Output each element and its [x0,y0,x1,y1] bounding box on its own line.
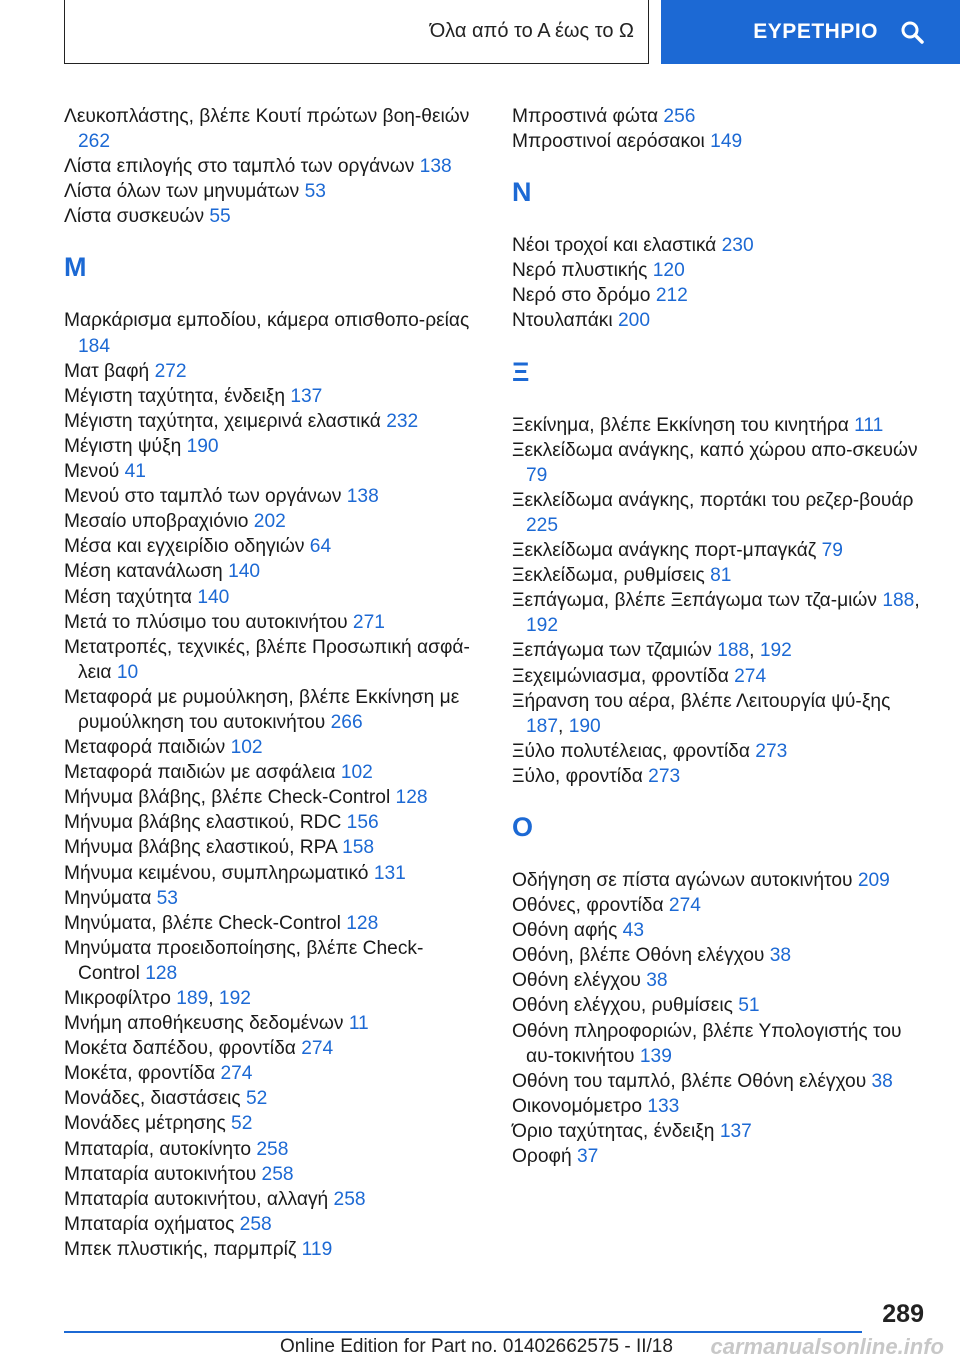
page-link[interactable]: 192 [218,988,251,1009]
index-entry [512,764,932,789]
page-link[interactable]: 10 [116,661,139,683]
index-tab[interactable] [661,0,960,64]
index-entry [512,488,932,538]
index-entry [512,1019,932,1069]
page-link[interactable]: 79 [821,540,843,562]
page-link[interactable]: 53 [156,887,178,909]
page-link[interactable]: 156 [346,812,379,834]
index-entry-text: Μπαταρία αυτοκινήτου, αλλαγή [64,1188,334,1210]
index-entry-text: Λίστα επιλογής στο ταμπλό των οργάνων [64,156,420,178]
index-entry [64,1036,474,1061]
index-entry [64,735,474,760]
index-entry-text: Μπαταρία, αυτοκίνητο [64,1138,257,1160]
page-link[interactable]: 138 [346,486,379,508]
page-link[interactable]: 102 [230,737,263,759]
index-entry-text: Οθόνη ελέγχου [512,970,647,992]
index-entry [512,943,932,968]
page-link[interactable]: 128 [145,962,178,984]
page-link[interactable]: 51 [738,995,760,1017]
index-entry-text: Μπεκ πλυστικής, παρμπρίζ [64,1238,302,1260]
page-link[interactable]: 190 [186,435,219,457]
index-entry [64,434,474,459]
page-link[interactable]: 139 [639,1045,672,1067]
page-link[interactable]: 192 [526,615,559,637]
index-entry-text: Μήνυμα βλάβης, βλέπε Check-Control [64,787,396,809]
index-entry-text: Μετά το πλύσιμο του αυτοκινήτου [64,611,353,633]
index-entry-text: Μετατροπές, τεχνικές, βλέπε Προσωπική ασφά-λεια [64,636,470,683]
index-entry: Μικροφίλτρο 189, 192 [64,988,251,1009]
index-entry [512,283,932,308]
index-entry-text: Οικονομόμετρο [512,1095,648,1117]
index-entry [64,154,474,179]
index-tab-label: ΕΥΡΕΤΗΡΙΟ [753,20,878,43]
index-entry-text: Μενού στο ταμπλό των οργάνων [64,486,347,508]
index-entry-text: Οθόνη ελέγχου, ρυθμίσεις [512,995,739,1017]
index-entry [512,129,932,154]
index-entry-text: Ξεκλείδωμα ανάγκης, καπό χώρου απο-σκευών [512,439,918,461]
index-entry [64,861,474,886]
index-entry [512,1069,932,1094]
az-index-tab[interactable] [64,0,649,64]
index-entry [64,936,474,986]
index-entry [64,1187,474,1212]
index-letter-heading: Ο [512,811,534,842]
footer-divider [64,1331,862,1333]
index-entry-text: Ξεπάγωμα των τζαμιών [512,640,718,662]
index-entry [512,1144,932,1169]
page-link[interactable]: 158 [342,837,375,859]
page-link[interactable]: 37 [576,1146,599,1167]
index-entry-text: Μενού [64,461,125,483]
index-entry [64,685,474,735]
page-link[interactable]: 187 [526,715,559,737]
page-link[interactable]: 43 [622,920,644,942]
index-entry [64,509,474,534]
index-entry [64,1162,474,1187]
index-entry [64,359,474,384]
page-link[interactable]: 140 [228,561,261,583]
page-link[interactable]: 38 [646,970,668,992]
page-link[interactable]: 64 [309,536,332,558]
index-entry [512,104,932,129]
index-entry [512,1119,932,1144]
index-entry-text: Μηνύματα, βλέπε Check-Control [64,912,347,934]
index-letter-heading: Ν [512,177,532,208]
page-link[interactable]: 38 [769,945,792,967]
index-entry-text: Μπροστινά φώτα [512,106,664,127]
index-entry-text: Ματ βαφή [64,360,155,382]
index-entry-text: Μέσα και εγχειρίδιο οδηγιών [64,536,310,558]
page-link[interactable]: 189 [176,988,209,1009]
index-entry [64,559,474,584]
index-entry-text: Νερό στο δρόμο [512,285,656,307]
page-link[interactable]: 262 [78,131,111,153]
index-entry-text: Λευκοπλάστης, βλέπε Κουτί πρώτων βοη-θειών [64,106,470,127]
index-entry [64,204,474,229]
page-link[interactable]: 273 [648,765,681,787]
page-link[interactable]: 273 [755,740,788,762]
index-entry-text: Νέοι τροχοί και ελαστικά [512,235,722,257]
page-link[interactable]: 140 [197,586,230,608]
index-entry-text: Ντουλαπάκι [512,310,618,332]
page-link[interactable]: 119 [301,1238,333,1260]
page-link[interactable]: 133 [647,1095,680,1117]
index-entry-text: Ξεκλείδωμα ανάγκης, πορτάκι του ρεζερ-βουάρ [512,489,914,511]
index-entry [64,635,474,685]
index-entry [512,993,932,1018]
page-link[interactable]: 274 [220,1063,253,1085]
index-entry-text: Μαρκάρισμα εμποδίου, κάμερα οπισθοπο-ρείας [64,310,470,332]
index-entry [64,1237,474,1262]
page-link[interactable]: 209 [857,869,890,891]
index-entry-text: Ξεκλείδωμα ανάγκης πορτ-μπαγκάζ [512,540,822,562]
index-entry [64,1086,474,1111]
page-link[interactable]: 271 [352,611,385,633]
page-link[interactable]: 212 [655,285,688,307]
page-link[interactable]: 188 [717,640,750,662]
index-letter-heading: Ξ [512,356,530,387]
index-entry [512,968,932,993]
index-entry [64,1061,474,1086]
index-entry-text: Μονάδες, διαστάσεις [64,1088,246,1110]
page-link[interactable]: 11 [348,1013,369,1035]
index-entry: Ξεπάγωμα των τζαμιών 188, 192 [512,640,792,662]
index-entry-text: Όριο ταχύτητας, ένδειξη [512,1120,720,1142]
index-entry-text: Ξεκίνημα, βλέπε Εκκίνηση του κινητήρα [512,414,855,436]
page-link[interactable]: 52 [231,1113,253,1135]
index-entry [512,438,932,488]
index-entry-text: Λίστα συσκευών [64,206,210,228]
page-link[interactable]: 258 [239,1213,272,1235]
index-entry-text: Μήνυμα βλάβης ελαστικού, RDC [64,812,347,834]
index-entry-text: Νερό πλυστικής [512,260,653,282]
index-entry-text: Ξήρανση του αέρα, βλέπε Λειτουργία ψύ-ξης [512,690,891,712]
page-link[interactable]: 137 [290,385,323,407]
page-link[interactable]: 256 [663,106,696,127]
index-entry-text: Μεταφορά με ρυμούλκηση, βλέπε Εκκίνηση με ρυμούλκηση του αυτοκινήτου [64,686,460,733]
index-entry [64,911,474,936]
index-entry-text: Μπαταρία αυτοκινήτου [64,1163,262,1185]
page-link[interactable]: 266 [330,711,363,733]
page-link[interactable]: 272 [154,360,187,382]
index-entry-text: Μήνυμα βλάβης ελαστικού, RPA [64,837,343,859]
page-link[interactable]: 81 [710,565,732,587]
index-entry [64,760,474,785]
index-entry-text: Μήνυμα κειμένου, συμπληρωματικό [64,862,374,884]
az-index-tab-label: Όλα από το Α έως το Ω [429,20,634,42]
index-entry-text: Οδήγηση σε πίστα αγώνων αυτοκινήτου [512,869,858,891]
index-entry [64,585,474,610]
index-entry-text: Μεταφορά παιδιών με ασφάλεια [64,762,341,784]
index-entry-text: Μέση ταχύτητα [64,586,198,608]
index-entry-text: Μέγιστη ταχύτητα, χειμερινά ελαστικά [64,410,387,432]
index-entry [64,610,474,635]
index-entry [64,459,474,484]
index-entry-text: Οθόνες, φροντίδα [512,895,669,917]
page-link[interactable]: 111 [854,414,884,436]
page-link[interactable]: 258 [261,1163,294,1185]
page-link[interactable]: 55 [209,206,231,228]
index-entry-text: Ξεχειμώνιασμα, φροντίδα [512,665,735,687]
index-column-right [512,104,932,1169]
page-link[interactable]: 230 [721,235,754,257]
page-link[interactable]: 120 [652,260,685,282]
index-entry-text: Μπαταρία οχήματος [64,1213,240,1235]
index-entry [64,308,474,358]
index-entry-text: Μονάδες μέτρησης [64,1113,232,1135]
index-entry [64,1111,474,1136]
page-link[interactable]: 149 [710,131,743,153]
index-entry [512,893,932,918]
index-column-left [64,104,474,1262]
page-link[interactable]: 200 [617,310,650,332]
index-entry-text: Μοκέτα δαπέδου, φροντίδα [64,1038,302,1060]
index-entry-text: Μεταφορά παιδιών [64,737,231,759]
index-entry-text: Μηνύματα [64,887,157,909]
page-link[interactable]: 258 [256,1138,289,1160]
page-link[interactable]: 258 [333,1188,366,1210]
index-entry-text: Λίστα όλων των μηνυμάτων [64,181,305,203]
index-entry-text: Ξεπάγωμα, βλέπε Ξεπάγωμα των τζα-μιών [512,590,883,612]
index-entry [512,308,932,333]
page-link[interactable]: 102 [340,762,373,784]
page-link[interactable]: 188 [882,590,915,612]
index-entry-text: Μπροστινοί αερόσακοι [512,131,711,153]
page-link[interactable]: 41 [124,461,146,483]
page-link[interactable]: 274 [668,895,701,917]
index-entry [64,179,474,204]
index-entry [64,1212,474,1237]
page-link[interactable]: 128 [395,787,428,809]
index-entry-text: Μοκέτα, φροντίδα [64,1063,221,1085]
index-entry [64,886,474,911]
index-entry-text: Οροφή [512,1146,577,1167]
page-link[interactable]: 274 [734,665,767,687]
index-entry-text: Οθόνη αφής [512,920,623,942]
index-entry-text: Μέση κατανάλωση [64,561,229,583]
index-entry-text: Μεσαίο υποβραχιόνιο [64,511,254,533]
page-link[interactable]: 128 [346,912,379,934]
index-entry-text: Μνήμη αποθήκευσης δεδομένων [64,1013,349,1035]
index-entry [64,409,474,434]
index-entry: Ξήρανση του αέρα, βλέπε Λειτουργία ψύ-ξης 187, 190 [512,690,891,737]
index-entry [64,1011,474,1036]
page-link[interactable]: 138 [419,156,452,178]
page-link[interactable]: 79 [526,464,548,486]
page-link[interactable]: 38 [871,1070,893,1092]
page-link[interactable]: 190 [568,715,601,737]
index-entry [512,868,932,893]
index-entry-text: Ξύλο πολυτέλειας, φροντίδα [512,740,756,762]
index-entry-text: Μέγιστη ταχύτητα, ένδειξη [64,385,291,407]
index-entry-text: Ξύλο, φροντίδα [512,765,649,787]
index-entry [64,104,474,154]
index-entry [64,384,474,409]
watermark: carmanualsonline.info [710,1334,944,1359]
index-entry-text: Μηνύματα προειδοποίησης, βλέπε Check-Control [64,937,424,984]
index-entry-text: Οθόνη, βλέπε Οθόνη ελέγχου [512,945,770,967]
index-entry [64,1137,474,1162]
page-link[interactable]: 52 [246,1088,268,1110]
page-link[interactable]: 184 [78,335,111,357]
index-entry-text: Ξεκλείδωμα, ρυθμίσεις [512,565,711,587]
page-link[interactable]: 192 [759,640,792,662]
index-entry-text: Μέγιστη ψύξη [64,435,187,457]
index-entry [512,664,932,689]
index-entry [512,538,932,563]
index-entry [64,810,474,835]
index-entry [512,918,932,943]
index-entry [512,563,932,588]
index-entry [64,484,474,509]
page-link[interactable]: 225 [526,514,559,536]
index-entry [64,785,474,810]
index-entry [512,233,932,258]
search-icon[interactable] [900,20,924,44]
index-entry [64,534,474,559]
page-link[interactable]: 137 [719,1120,752,1142]
index-entry-text: Οθόνη πληροφοριών, βλέπε Υπολογιστής του αυ-τοκινήτου [512,1020,902,1067]
footer-edition: Online Edition for Part no. 01402662575 - II/18 [280,1336,673,1357]
page-number: 289 [882,1300,924,1328]
index-entry [512,413,932,438]
page-link[interactable]: 53 [304,181,326,203]
page-link[interactable]: 232 [386,410,419,432]
index-entry [512,258,932,283]
index-letter-heading: Μ [64,252,87,283]
index-entry [512,739,932,764]
index-entry-text: Μικροφίλτρο [64,988,177,1009]
index-entry: Ξεπάγωμα, βλέπε Ξεπάγωμα των τζα-μιών 188, 192 [512,590,920,637]
index-entry [512,1094,932,1119]
index-entry-text: Οθόνη του ταμπλό, βλέπε Οθόνη ελέγχου [512,1070,872,1092]
page-link[interactable]: 202 [253,511,286,533]
index-entry [64,835,474,860]
page-link[interactable]: 274 [301,1038,334,1060]
page-link[interactable]: 131 [373,862,406,884]
